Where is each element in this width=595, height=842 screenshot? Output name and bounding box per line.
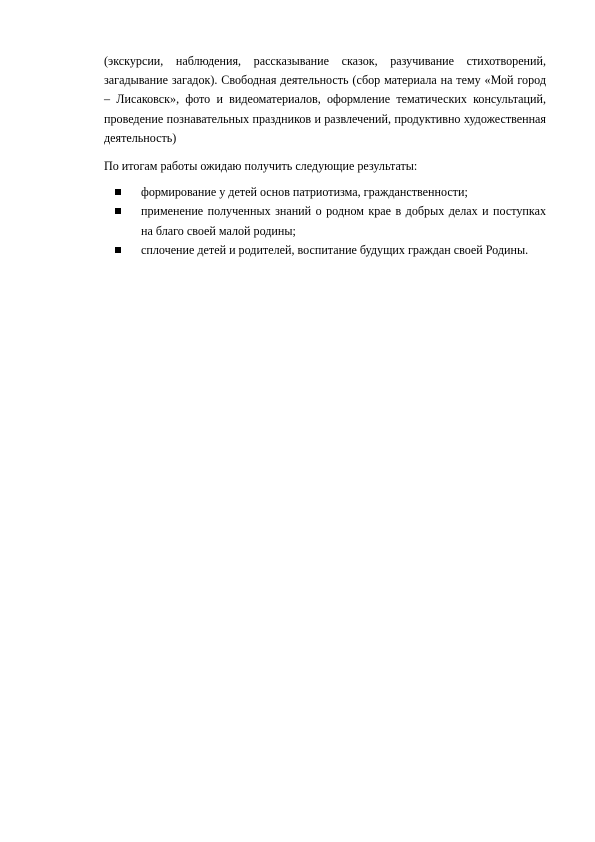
list-item-text: сплочение детей и родителей, воспитание будущих граждан своей Родины.: [141, 242, 529, 257]
list-item-text: формирование у детей основ патриотизма, гражданственности;: [141, 185, 468, 200]
square-bullet-icon: [115, 208, 121, 214]
list-item: [104, 202, 546, 240]
document-body: [104, 52, 546, 260]
list-item-text: применение полученных знаний о родном крае в добрых делах и поступках на благо своей малой родины;: [141, 204, 546, 238]
results-list: [104, 183, 546, 260]
results-lead-in: По итогам работы ожидаю получить следующие результаты:: [104, 159, 418, 174]
list-item: [104, 241, 546, 260]
square-bullet-icon: [115, 189, 121, 195]
body-paragraph: (экскурсии, наблюдения, рассказывание сказок, разучивание стихотворений, загадывание загадок). Свободная деятельность (сбор материала на тему «Мой город – Лисаковск», фото и видеоматериалов, оформление тематических консультаций, проведение познавательных праздников и развлечений, продуктивно художественная деятельность): [104, 54, 546, 145]
square-bullet-icon: [115, 247, 121, 253]
list-item: [104, 183, 546, 202]
